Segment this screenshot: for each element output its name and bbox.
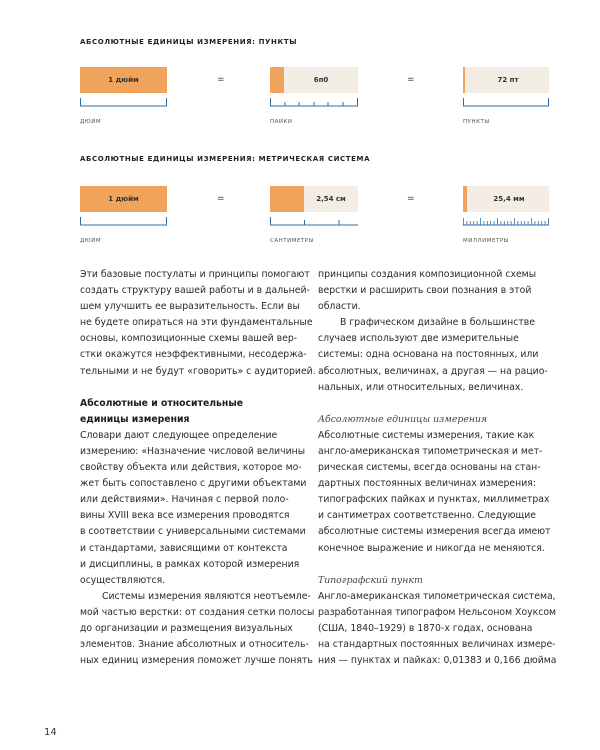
inch-bar-label: 1 дюйм	[108, 76, 139, 84]
diagram-metric	[80, 186, 550, 252]
typographic-point-subheading: Типографский пункт	[318, 574, 423, 586]
cm-ruler	[270, 217, 362, 227]
design-systems-paragraph: В графическом дизайне в большинстве случаев используют две измерительные системы: одна основана на постоянных, или абсолютных, величинах, а другая — на рацио- нальных, или относительных, величинах.	[318, 317, 548, 393]
typographic-point-paragraph: Англо-американская типометрическая система, разработанная типографом Нельсоном Хоуксом (США, 1840–1929) в 1870-х годах, основана на стандартных постоянных величинах измере- ния — пунктах и пайках: 0,01383 и 0,166 дюйма	[318, 590, 557, 667]
mm-ruler	[463, 217, 551, 227]
points-ruler	[463, 98, 551, 108]
left-column	[80, 267, 316, 669]
picas-ruler	[270, 98, 362, 108]
equals-sign: =	[407, 194, 415, 204]
inch-ruler	[80, 217, 170, 227]
mm-bar	[463, 186, 467, 212]
systems-paragraph: Системы измерения являются неотъемле- мой частью верстки: от создания сетки полосы до организации и размещения визуальных элементов. Знание абсолютных и относитель- ных единиц измерения поможет лучше понять	[80, 590, 315, 667]
picas-caption: ПАЙКИ	[270, 119, 293, 125]
diagram-points-title: АБСОЛЮТНЫЕ ЕДИНИЦЫ ИЗМЕРЕНИЯ: ПУНКТЫ	[80, 38, 298, 46]
equals-sign: =	[217, 75, 225, 85]
inch-caption: ДЮЙМ	[80, 119, 102, 125]
cm-bar-label: 2,54 см	[316, 195, 346, 203]
picas-bar-label: 6п0	[313, 76, 329, 84]
equals-sign: =	[217, 194, 225, 204]
mm-bar-label: 25,4 мм	[493, 195, 525, 203]
continued-paragraph: принципы создания композиционной схемы верстки и расширить свои познания в этой области.	[318, 269, 537, 313]
absolute-units-paragraph: Абсолютные системы измерения, такие как англо-американская типометрическая и мет- рическая системы, всегда основаны на стан- дартных постоянных величинах измерения: типографских пайках и пунктах, миллиметрах и сантиметрах соответственно. Следующие абсолютные системы измерения всегда имеют конечное выражение и никогда не меняются.	[318, 429, 551, 554]
points-caption: ПУНКТЫ	[463, 119, 490, 125]
page-number: 14	[44, 727, 57, 738]
mm-caption: МИЛЛИМЕТРЫ	[463, 238, 509, 244]
points-bar-label: 72 пт	[497, 76, 519, 84]
inch-ruler	[80, 98, 170, 108]
absolute-units-subheading: Абсолютные единицы измерения	[318, 413, 488, 425]
equals-sign: =	[407, 75, 415, 85]
right-column	[318, 267, 558, 669]
definition-paragraph: Словари дают следующее определение измерению: «Назначение числовой величины свойству объекта или действия, которое мо- жет быть сопоставлено с другими объектами или действиями». Начиная с первой поло- вины XVIII века все измерения проводятся в соответствии с универсальными системами и стандартами, зависящими от контекста и дисциплины, в рамках которой измерения осуществляются.	[80, 429, 307, 586]
cm-caption: САНТИМЕТРЫ	[270, 238, 314, 244]
points-bar	[463, 67, 465, 93]
inch-caption: ДЮЙМ	[80, 238, 102, 244]
section-heading: Абсолютные и относительные единицы измерения	[80, 397, 244, 425]
picas-bar	[270, 67, 284, 93]
diagram-points	[80, 67, 550, 133]
inch-bar-label: 1 дюйм	[108, 195, 139, 203]
intro-paragraph: Эти базовые постулаты и принципы помогают создать структуру вашей работы и в дальней- шем улучшить ее выразительность. Если вы не будете опираться на эти фундаментальные основы, композиционные схемы вашей вер- стки окажутся неэффективными, несодержа- тельными и не будут «говорить» с аудиторией.	[80, 269, 316, 377]
cm-bar	[270, 186, 304, 212]
diagram-metric-title: АБСОЛЮТНЫЕ ЕДИНИЦЫ ИЗМЕРЕНИЯ: МЕТРИЧЕСКАЯ СИСТЕМА	[80, 155, 371, 163]
